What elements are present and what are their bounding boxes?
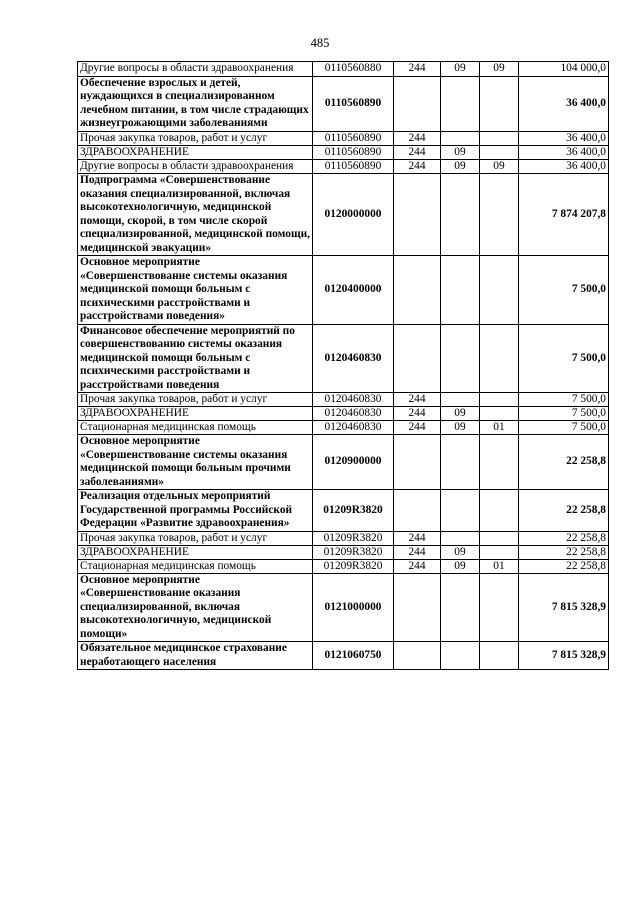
row-section	[441, 393, 480, 407]
row-name: Финансовое обеспечение мероприятий по совершенствованию системы оказания медицинской помощи больным с психическими расстройствами и расстройствами поведения	[78, 324, 313, 393]
table-row	[78, 62, 609, 77]
row-code: 0120460830	[313, 324, 394, 393]
row-code: 0120400000	[313, 256, 394, 325]
row-subsection: 01	[480, 421, 519, 435]
row-name: ЗДРАВООХРАНЕНИЕ	[78, 145, 313, 159]
row-sum: 104 000,0	[519, 62, 609, 77]
row-expense-type	[394, 435, 441, 490]
row-subsection: 09	[480, 159, 519, 174]
row-expense-type	[394, 642, 441, 670]
row-sum: 22 258,8	[519, 531, 609, 545]
row-code: 0110560890	[313, 76, 394, 131]
row-subsection	[480, 393, 519, 407]
row-name: Основное мероприятие «Совершенствование системы оказания медицинской помощи больным с психическими расстройствами и расстройствами поведения»	[78, 256, 313, 325]
table-row	[78, 435, 609, 490]
row-name: Обязательное медицинское страхование неработающего населения	[78, 642, 313, 670]
row-name: Другие вопросы в области здравоохранения	[78, 159, 313, 174]
row-section: 09	[441, 145, 480, 159]
row-expense-type	[394, 490, 441, 532]
row-name: ЗДРАВООХРАНЕНИЕ	[78, 407, 313, 421]
row-code: 0120460830	[313, 407, 394, 421]
table-row	[78, 256, 609, 325]
row-name: Стационарная медицинская помощь	[78, 421, 313, 435]
table-body	[78, 62, 609, 670]
row-expense-type	[394, 174, 441, 256]
row-code: 01209R3820	[313, 490, 394, 532]
row-code: 0110560880	[313, 62, 394, 77]
row-subsection	[480, 531, 519, 545]
row-sum: 36 400,0	[519, 159, 609, 174]
row-code: 01209R3820	[313, 545, 394, 559]
row-subsection: 09	[480, 62, 519, 77]
budget-table	[77, 61, 609, 670]
row-subsection	[480, 545, 519, 559]
row-name: Стационарная медицинская помощь	[78, 559, 313, 573]
row-name: Реализация отдельных мероприятий Государственной программы Российской Федерации «Развитие здравоохранения»	[78, 490, 313, 532]
row-code: 0121060750	[313, 642, 394, 670]
row-expense-type: 244	[394, 131, 441, 145]
table-row	[78, 393, 609, 407]
row-expense-type: 244	[394, 531, 441, 545]
table-row	[78, 145, 609, 159]
row-section	[441, 490, 480, 532]
row-subsection	[480, 642, 519, 670]
row-section: 09	[441, 407, 480, 421]
row-section	[441, 531, 480, 545]
row-sum: 7 500,0	[519, 256, 609, 325]
row-name: Прочая закупка товаров, работ и услуг	[78, 131, 313, 145]
row-sum: 7 500,0	[519, 324, 609, 393]
row-expense-type: 244	[394, 62, 441, 77]
table-row	[78, 159, 609, 174]
table-row	[78, 76, 609, 131]
row-code: 0110560890	[313, 131, 394, 145]
row-subsection	[480, 324, 519, 393]
row-sum: 36 400,0	[519, 131, 609, 145]
row-expense-type: 244	[394, 407, 441, 421]
row-section	[441, 573, 480, 642]
row-code: 0110560890	[313, 145, 394, 159]
row-section: 09	[441, 159, 480, 174]
row-name: Основное мероприятие «Совершенствование системы оказания медицинской помощи больным прочими заболеваниями»	[78, 435, 313, 490]
table-row	[78, 573, 609, 642]
table-row	[78, 490, 609, 532]
row-sum: 22 258,8	[519, 490, 609, 532]
row-sum: 7 500,0	[519, 421, 609, 435]
row-sum: 22 258,8	[519, 559, 609, 573]
row-expense-type: 244	[394, 545, 441, 559]
row-section	[441, 256, 480, 325]
row-section	[441, 435, 480, 490]
row-expense-type	[394, 256, 441, 325]
row-expense-type: 244	[394, 159, 441, 174]
row-sum: 22 258,8	[519, 545, 609, 559]
page-number: 485	[310, 36, 330, 50]
row-section	[441, 642, 480, 670]
row-section: 09	[441, 545, 480, 559]
row-subsection: 01	[480, 559, 519, 573]
table-row	[78, 559, 609, 573]
row-subsection	[480, 407, 519, 421]
row-code: 0121000000	[313, 573, 394, 642]
row-name: Основное мероприятие «Совершенствование оказания специализированной, включая высокотехнологичную, медицинской помощи»	[78, 573, 313, 642]
table-row	[78, 407, 609, 421]
row-subsection	[480, 76, 519, 131]
row-name: Подпрограмма «Совершенствование оказания специализированной, включая высокотехнологичную, медицинской помощи, скорой, в том числе скорой специализированной, медицинской помощи, медицинской эвакуации»	[78, 174, 313, 256]
table-row	[78, 131, 609, 145]
row-subsection	[480, 435, 519, 490]
row-code: 0120460830	[313, 393, 394, 407]
row-sum: 22 258,8	[519, 435, 609, 490]
row-sum: 7 500,0	[519, 407, 609, 421]
table-row	[78, 324, 609, 393]
row-subsection	[480, 256, 519, 325]
row-name: ЗДРАВООХРАНЕНИЕ	[78, 545, 313, 559]
row-expense-type	[394, 76, 441, 131]
row-section: 09	[441, 559, 480, 573]
table-row	[78, 531, 609, 545]
row-expense-type	[394, 324, 441, 393]
row-code: 01209R3820	[313, 531, 394, 545]
row-subsection	[480, 131, 519, 145]
row-subsection	[480, 573, 519, 642]
row-name: Другие вопросы в области здравоохранения	[78, 62, 313, 77]
row-expense-type: 244	[394, 421, 441, 435]
row-sum: 7 874 207,8	[519, 174, 609, 256]
row-section	[441, 324, 480, 393]
row-expense-type	[394, 573, 441, 642]
table-row	[78, 421, 609, 435]
row-subsection	[480, 145, 519, 159]
row-section	[441, 131, 480, 145]
row-subsection	[480, 490, 519, 532]
row-expense-type: 244	[394, 393, 441, 407]
row-code: 0120900000	[313, 435, 394, 490]
row-sum: 7 500,0	[519, 393, 609, 407]
row-subsection	[480, 174, 519, 256]
row-code: 01209R3820	[313, 559, 394, 573]
row-section: 09	[441, 62, 480, 77]
row-name: Прочая закупка товаров, работ и услуг	[78, 531, 313, 545]
row-section	[441, 76, 480, 131]
row-sum: 7 815 328,9	[519, 573, 609, 642]
row-expense-type: 244	[394, 145, 441, 159]
row-sum: 36 400,0	[519, 145, 609, 159]
table-row	[78, 642, 609, 670]
row-code: 0110560890	[313, 159, 394, 174]
row-name: Обеспечение взрослых и детей, нуждающихся в специализированном лечебном питании, в том числе страдающих жизнеугрожающими заболеваниями	[78, 76, 313, 131]
row-sum: 36 400,0	[519, 76, 609, 131]
row-section	[441, 174, 480, 256]
row-code: 0120460830	[313, 421, 394, 435]
table-row	[78, 545, 609, 559]
row-expense-type: 244	[394, 559, 441, 573]
row-name: Прочая закупка товаров, работ и услуг	[78, 393, 313, 407]
row-code: 0120000000	[313, 174, 394, 256]
row-sum: 7 815 328,9	[519, 642, 609, 670]
table-row	[78, 174, 609, 256]
row-section: 09	[441, 421, 480, 435]
